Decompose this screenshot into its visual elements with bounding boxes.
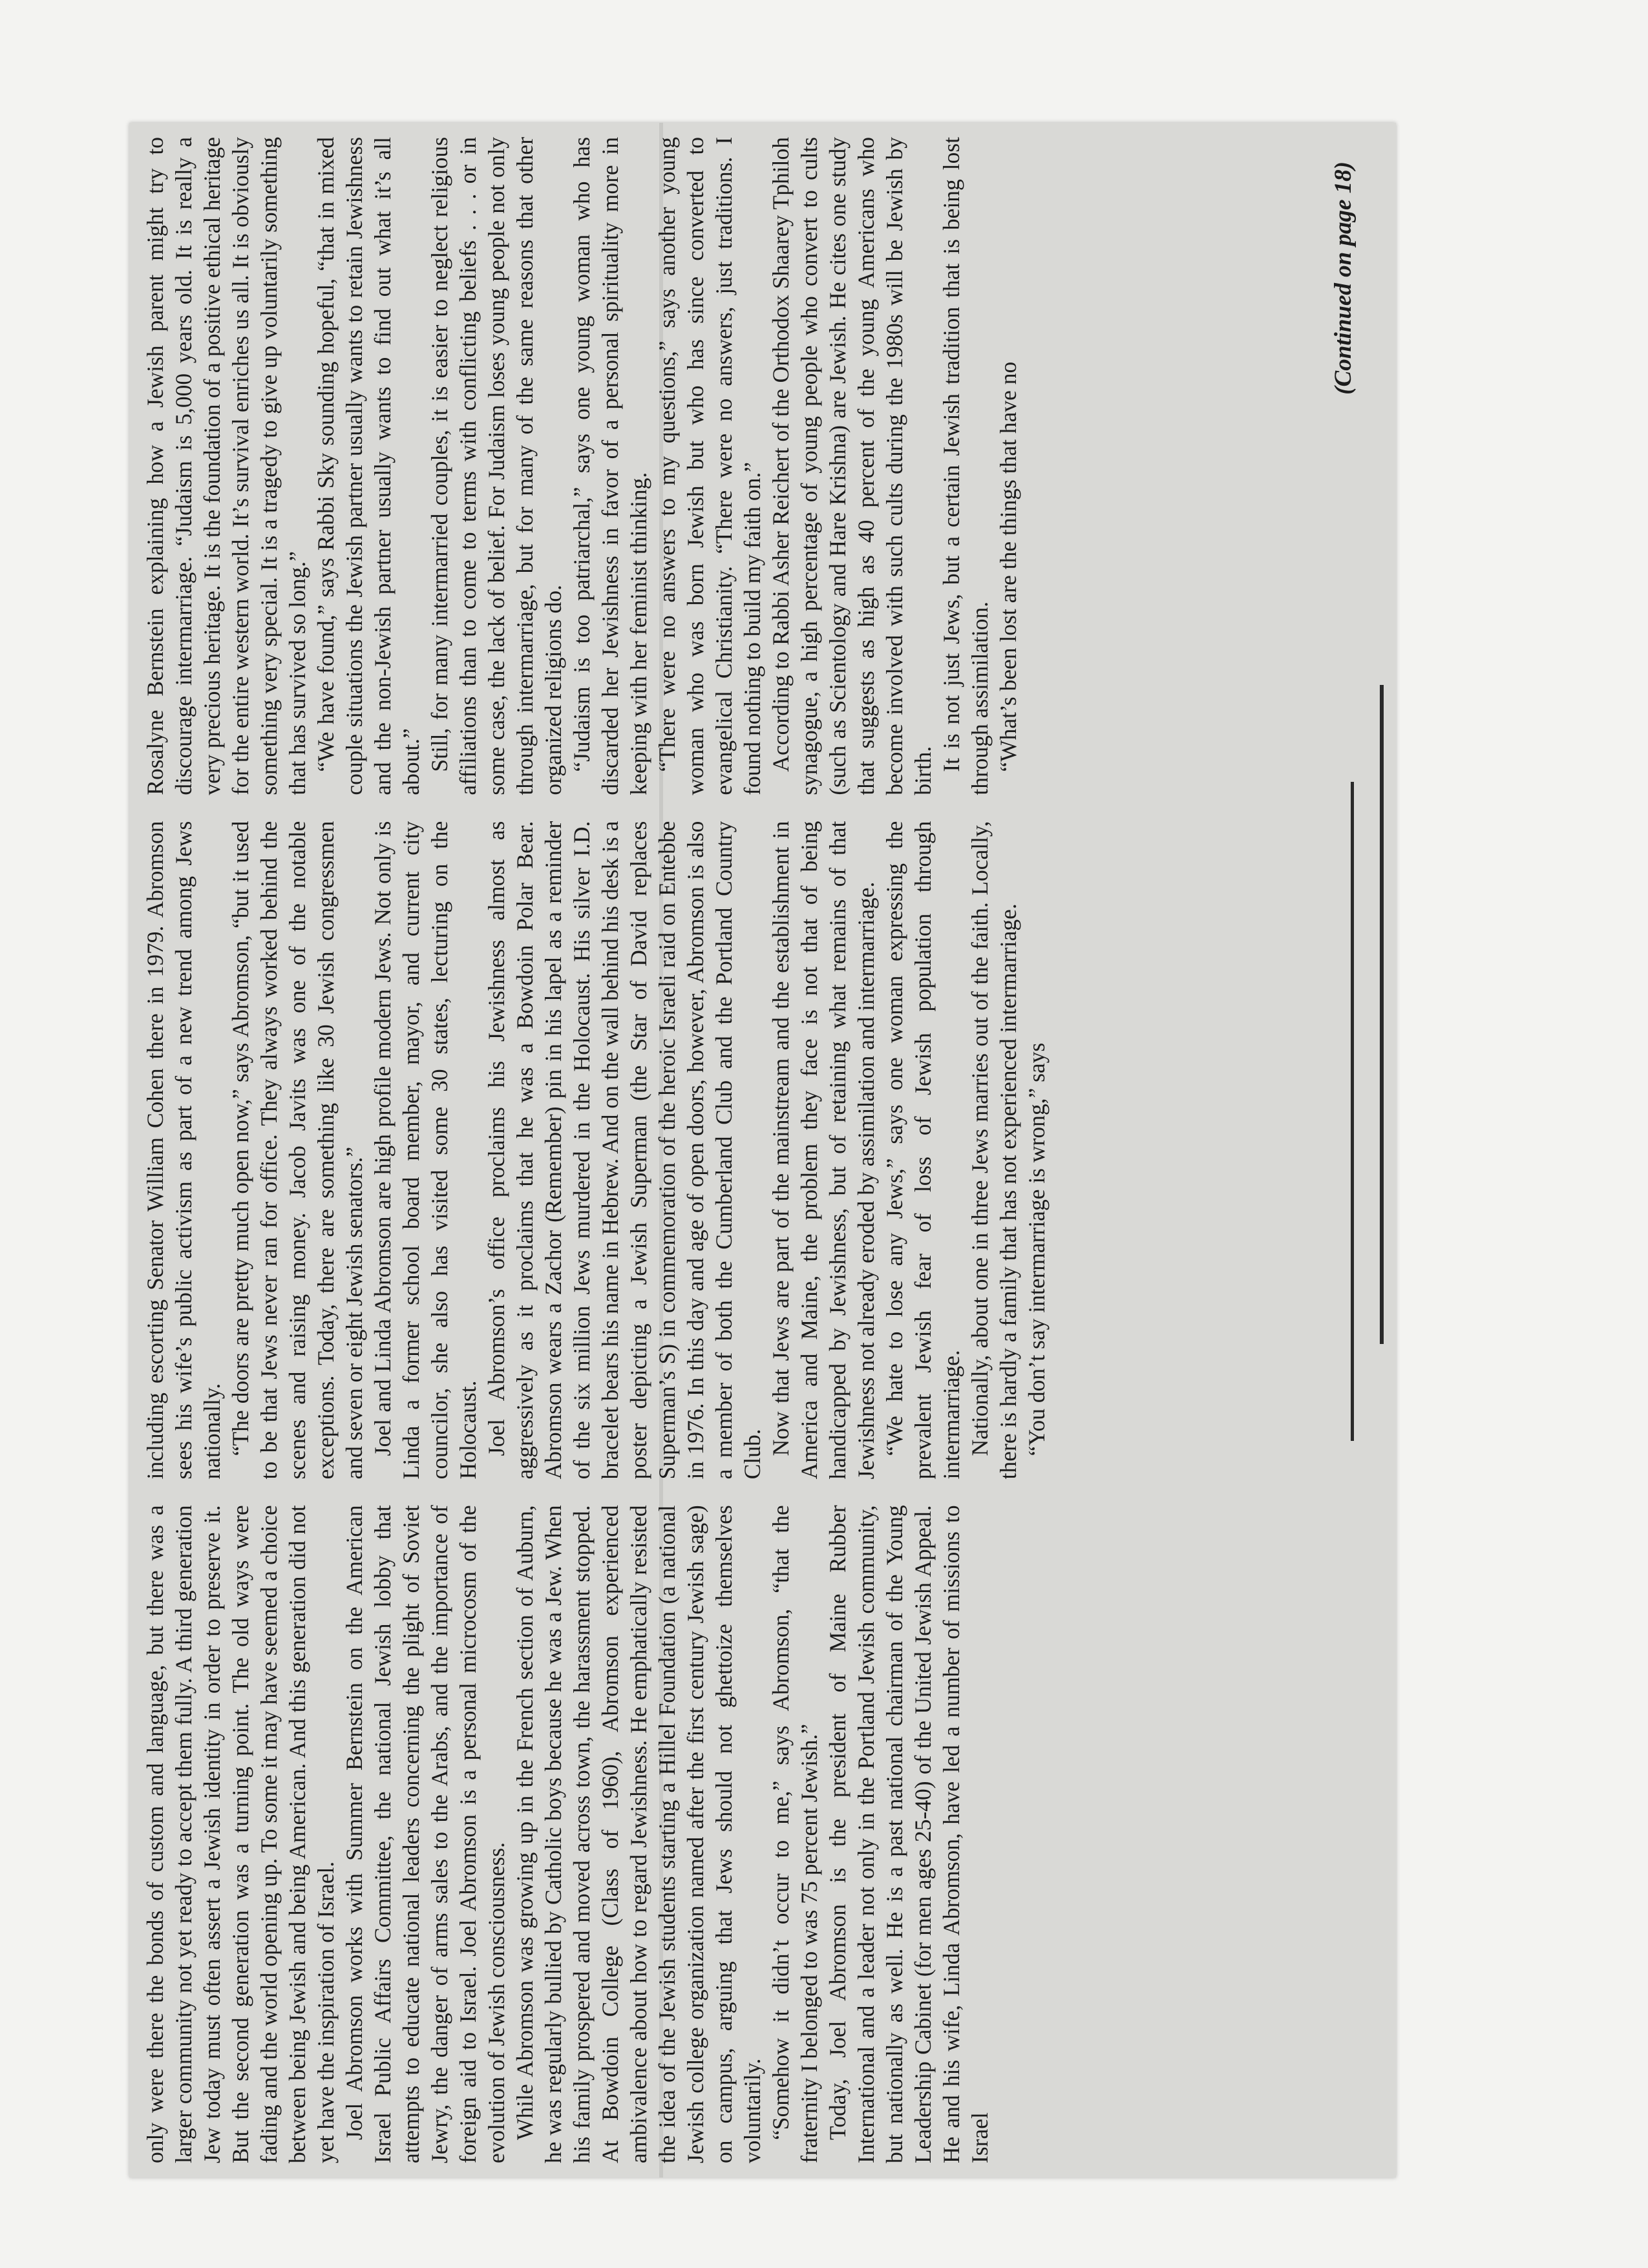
paragraph: While Abromson was growing up in the French section of Auburn, he was regularly bullied by Catholic boys because he was a Jew. When his family prospered and moved across town, the harassment stopped. At Bowdoin College (Class of 1960), Abromson experienced ambivalence about how to regard Jewishness. He emphatically resisted the idea of the Jewish students starting a Hillel Foundation (a national Jewish college organization named after the first century Jewish sage) on campus, arguing that Jews should not ghettoize themselves voluntarily. xyxy=(512,1505,765,2163)
paragraph: “There were no answers to my questions,” says another young woman who was born Jewish but who has since converted to evangelical Christianity. “There were no answers, just traditions. I found nothing to build my faith on.” xyxy=(654,136,765,795)
paragraph: Today, Joel Abromson is the president of Maine Rubber International and a leader not only in the Portland Jewish community, but nationally as well. He is a past national chairman of the Young Leadership Cabinet (for men ages 25-40) of the United Jewish Appeal. He and his wife, Linda Abromson, have led a number of missions to Israel xyxy=(825,1505,993,2163)
paragraph: Joel and Linda Abromson are high profile modern Jews. Not only is Linda a former school board member, mayor, and current city councilor, she also has visited some 30 states, lecturing on the Holocaust. xyxy=(370,821,481,1480)
paragraph: Now that Jews are part of the mainstream and the establishment in America and Maine, the problem they face is not that of being handicapped by Jewishness, but of retaining what remains of that Jewishness not already eroded by assimilation and intermarriage. xyxy=(768,821,879,1480)
paragraph: Still, for many intermarried couples, it is easier to neglect religious affiliations than to come to terms with conflicting beliefs . . . or in some case, the lack of belief. For Judaism loses young people not only through intermarriage, but for many of the same reasons that other organized religions do. xyxy=(427,136,566,795)
paragraph: It is not just Jews, but a certain Jewish tradition that is being lost through assimilation. xyxy=(938,136,993,795)
column-gutter-shadow xyxy=(659,123,663,2178)
paragraph: Joel Abromson works with Summer Bernstein on the American Israel Public Affairs Committee, the national Jewish lobby that attempts to educate national leaders concerning the plight of Soviet Jewry, the danger of arms sales to the Arabs, and the importance of foreign aid to Israel. Joel Abromson is a personal microcosm of the evolution of Jewish consciousness. xyxy=(341,1505,509,2163)
newspaper-clipping xyxy=(129,123,1396,2178)
paragraph: According to Rabbi Asher Reichert of the Orthodox Shaarey Tphiloh synagogue, a high percentage of young people who convert to cults (such as Scientology and Hare Krishna) are Jewish. He cites one study that suggests as high as 40 percent of the young Americans who become involved with such cults during the 1980s will be Jewish by birth. xyxy=(768,136,936,795)
article-column-3 xyxy=(141,137,1377,795)
paragraph: “Somehow it didn’t occur to me,” says Abromson, “that the fraternity I belonged to was 75 percent Jewish.” xyxy=(768,1505,822,2163)
paragraph: “We have found,” says Rabbi Sky sounding hopeful, “that in mixed couple situations the Jewish partner usually wants to retain Jewishness and the non-Jewish partner usually wants to find out what it’s all about.” xyxy=(313,136,424,795)
paragraph: “You don’t say intermarriage is wrong,” says xyxy=(1024,1042,1050,1456)
paragraph: including escorting Senator William Cohen there in 1979. Abromson sees his wife’s public activism as part of a new trend among Jews nationally. xyxy=(142,821,225,1480)
paragraph: Rosalyne Bernstein explaining how a Jewish parent might try to discourage intermarriage. “Judaism is 5,000 years old. It is really a very precious heritage. It is the foundation of a positive ethical heritage for the entire western world. It’s survival enriches us all. It is obviously something very special. It is a tragedy to give up voluntarily something that has survived so long.” xyxy=(142,136,310,795)
paragraph: “What’s been lost are the things that have no xyxy=(995,361,1021,772)
paragraph: “Judaism is too patriarchal,” says one young woman who has discarded her Jewishness in favor of a personal spirituality more in keeping with her feminist thinking. xyxy=(569,136,651,795)
paragraph: “We hate to lose any Jews,” says one woman expressing the prevalent Jewish fear of loss of Jewish population through intermarriage. xyxy=(882,821,964,1480)
binding-edge xyxy=(1351,782,1354,1441)
article-columns xyxy=(141,137,1377,2163)
article-column-1 xyxy=(141,1505,1377,2163)
paragraph: Nationally, about one in three Jews marries out of the faith. Locally, there is hardly a family that has not experienced intermarriage. xyxy=(967,821,1021,1480)
continued-note: (Continued on page 18) xyxy=(1330,162,1357,395)
paragraph: Joel Abromson’s office proclaims his Jewishness almost as aggressively as it proclaims that he was a Bowdoin Polar Bear. Abromson wears a Zachor (Remember) pin in his lapel as a reminder of the six million Jews murdered in the Holocaust. His silver I.D. bracelet bears his name in Hebrew. And on the wall behind his desk is a poster depicting a Jewish Superman (the Star of David replaces Superman’s S) in commemoration of the heroic Israeli raid on Entebbe in 1976. In this day and age of open doors, however, Abromson is also a member of both the Cumberland Club and the Portland Country Club. xyxy=(483,821,765,1480)
binding-edge xyxy=(1380,685,1384,1344)
article-column-2 xyxy=(141,821,1377,1480)
paragraph: only were there the bonds of custom and language, but there was a larger community not yet ready to accept them fully. A third generation Jew today must often assert a Jewish identity in order to preserve it. But the second generation was a turning point. The old ways were fading and the world opening up. To some it may have seemed a choice between being Jewish and being American. And this generation did not yet have the inspiration of Israel. xyxy=(142,1505,339,2163)
paragraph: “The doors are pretty much open now,” says Abromson, “but it used to be that Jews never ran for office. They always worked behind the scenes and raising money. Jacob Javits was one of the notable exceptions. Today, there are something like 30 Jewish congressmen and seven or eight Jewish senators.” xyxy=(227,821,367,1480)
